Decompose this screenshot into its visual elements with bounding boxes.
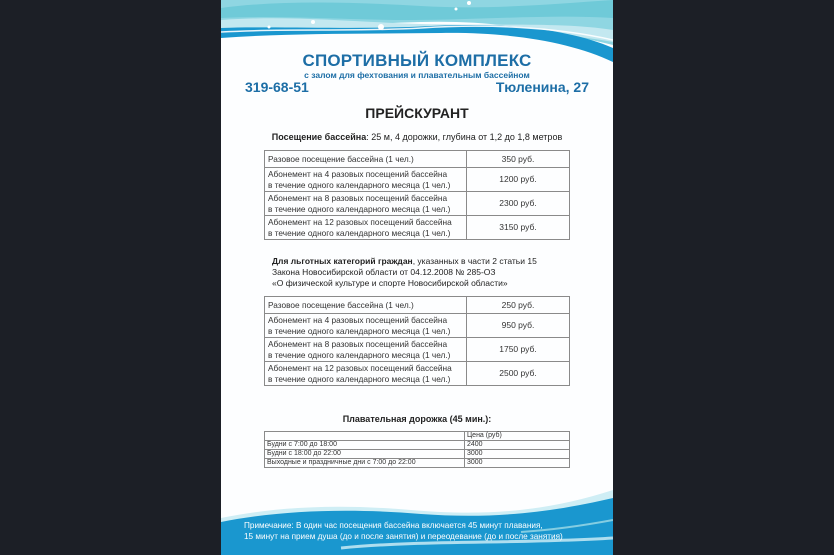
price-list-heading: ПРЕЙСКУРАНТ xyxy=(365,105,469,121)
wave-footer-decoration xyxy=(221,480,613,555)
price-cell: 950 руб. xyxy=(467,314,570,338)
service-cell: Абонемент на 8 разовых посещений бассейна в течение одного календарного месяца (1 чел.) xyxy=(265,338,467,362)
privileged-price-table xyxy=(264,296,570,386)
service-cell: Абонемент на 4 разовых посещений бассейна в течение одного календарного месяца (1 чел.) xyxy=(265,314,467,338)
price-cell: 3150 руб. xyxy=(467,216,570,240)
table-row xyxy=(265,441,570,450)
price-cell: 3000 xyxy=(465,450,570,459)
standard-price-table xyxy=(264,150,570,240)
period-cell: Будни с 18:00 до 22:00 xyxy=(265,450,465,459)
lane-rental-title: Плавательная дорожка (45 мин.): xyxy=(342,414,492,424)
pool-info xyxy=(221,132,613,142)
service-cell: Абонемент на 4 разовых посещений бассейна в течение одного календарного месяца (1 чел.) xyxy=(265,168,467,192)
service-cell: Абонемент на 12 разовых посещений бассейна в течение одного календарного месяца (1 чел.) xyxy=(265,216,467,240)
period-cell: Выходные и праздничные дни с 7:00 до 22:00 xyxy=(265,459,465,468)
table-row xyxy=(265,338,570,362)
price-cell: 3000 xyxy=(465,459,570,468)
footnote: Примечание: В один час посещения бассейна включается 45 минут плавания, 15 минут на прием душа (до и после занятия) и переодевание (до и после занятия) xyxy=(244,521,563,541)
table-row xyxy=(265,192,570,216)
pool-info-text: : 25 м, 4 дорожки, глубина от 1,2 до 1,8 метров xyxy=(366,132,563,142)
price-cell: 350 руб. xyxy=(467,151,570,168)
service-cell: Абонемент на 12 разовых посещений бассейна в течение одного календарного месяца (1 чел.) xyxy=(265,362,467,386)
complex-title: СПОРТИВНЫЙ КОМПЛЕКС xyxy=(302,51,532,70)
price-header-cell: Цена (руб) xyxy=(465,432,570,441)
service-cell: Разовое посещение бассейна (1 чел.) xyxy=(265,297,467,314)
price-cell: 2500 руб. xyxy=(467,362,570,386)
price-cell: 1750 руб. xyxy=(467,338,570,362)
price-cell: 2300 руб. xyxy=(467,192,570,216)
privileged-label: Для льготных категорий граждан xyxy=(272,256,413,266)
table-header-row xyxy=(265,432,570,441)
table-row xyxy=(265,297,570,314)
lane-rental-table xyxy=(264,431,570,468)
price-cell: 1200 руб. xyxy=(467,168,570,192)
phone-number: 319-68-51 xyxy=(245,79,309,95)
complex-subtitle: с залом для фехтования и плавательным бассейном xyxy=(304,70,530,80)
period-cell: Будни с 7:00 до 18:00 xyxy=(265,441,465,450)
table-row xyxy=(265,459,570,468)
pool-info-label: Посещение бассейна xyxy=(271,132,367,142)
price-cell: 250 руб. xyxy=(467,297,570,314)
address: Тюленина, 27 xyxy=(495,79,589,95)
price-cell: 2400 xyxy=(465,441,570,450)
table-row xyxy=(265,362,570,386)
table-row xyxy=(265,151,570,168)
period-header-cell xyxy=(265,432,465,441)
price-list-page xyxy=(221,0,613,555)
service-cell: Разовое посещение бассейна (1 чел.) xyxy=(265,151,467,168)
table-row xyxy=(265,216,570,240)
privileged-categories-text: Для льготных категорий граждан, указанных в части 2 статьи 15 Закона Новосибирской области от 04.12.2008 № 285-ОЗ «О физической культуре и спорте Новосибирской области» xyxy=(272,256,537,288)
table-row xyxy=(265,314,570,338)
service-cell: Абонемент на 8 разовых посещений бассейна в течение одного календарного месяца (1 чел.) xyxy=(265,192,467,216)
table-row xyxy=(265,168,570,192)
table-row xyxy=(265,450,570,459)
